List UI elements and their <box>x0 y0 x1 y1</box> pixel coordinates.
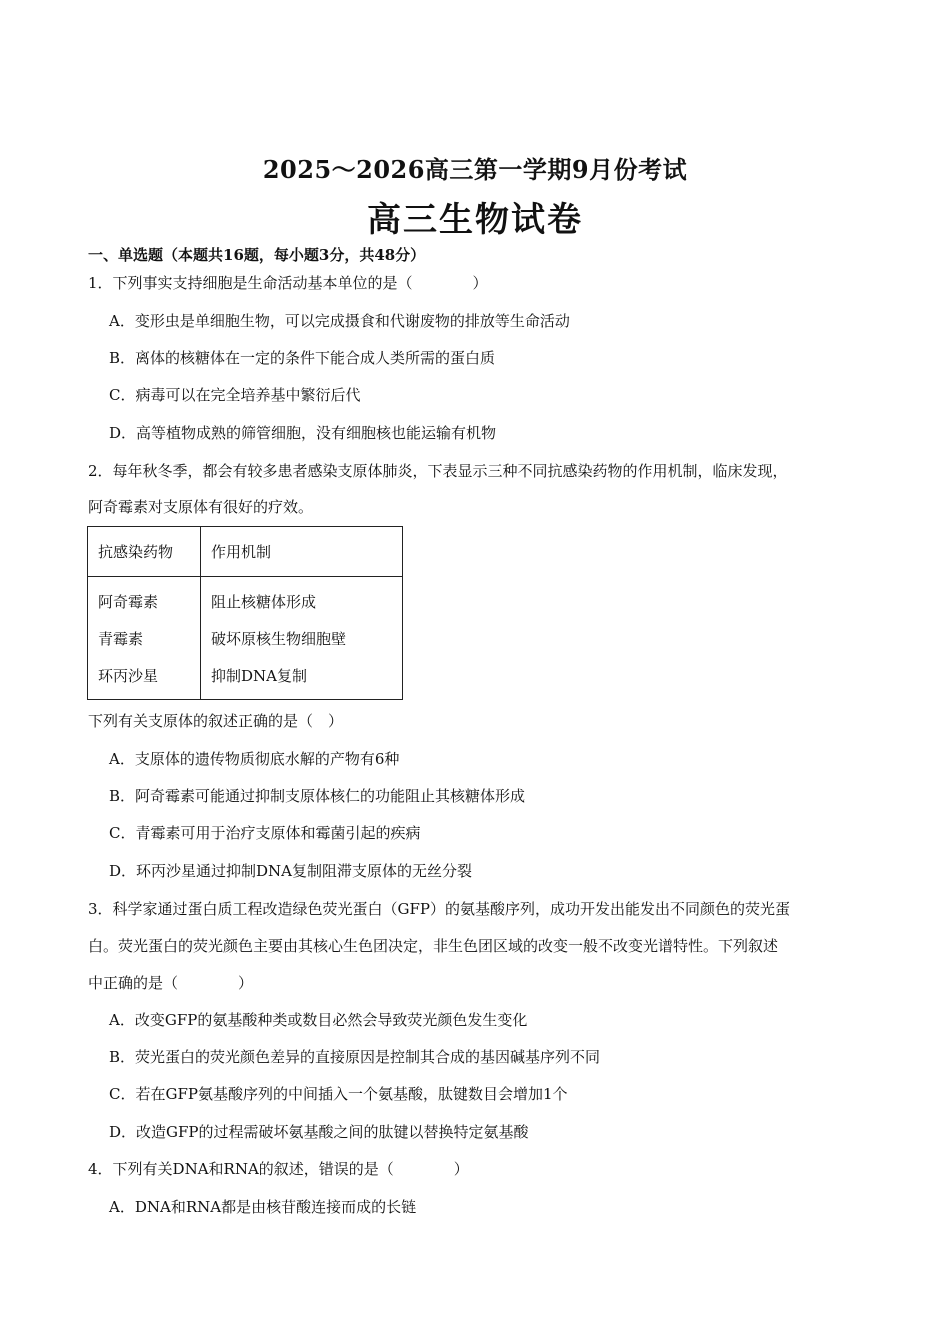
table-mechanism-column <box>201 577 403 700</box>
paper-title: 高三生物试卷 <box>367 200 583 240</box>
table-cell-drug: 环丙沙星 <box>98 667 159 685</box>
q1-option-d: D．高等植物成熟的筛管细胞，没有细胞核也能运输有机物 <box>109 424 497 442</box>
q4-stem: 4．下列有关DNA和RNA的叙述，错误的是（ ） <box>88 1160 469 1178</box>
q1-stem: 1．下列事实支持细胞是生命活动基本单位的是（ ） <box>88 274 488 292</box>
table-body-row <box>88 577 403 700</box>
table-cell-mechanism: 破坏原核生物细胞壁 <box>211 630 347 648</box>
section-heading: 一、单选题（本题共16题，每小题3分，共48分） <box>88 246 426 264</box>
q3-option-c: C．若在GFP氨基酸序列的中间插入一个氨基酸，肽键数目会增加1个 <box>109 1085 568 1103</box>
table-cell-drug: 青霉素 <box>98 630 144 648</box>
q3-stem-line1: 3．科学家通过蛋白质工程改造绿色荧光蛋白（GFP）的氨基酸序列，成功开发出能发出不同颜色的荧光蛋 <box>88 900 791 918</box>
q1-option-c: C．病毒可以在完全培养基中繁衍后代 <box>109 386 361 404</box>
table-cell-drug: 阿奇霉素 <box>98 593 159 611</box>
drug-mechanism-table <box>87 526 403 700</box>
q2-option-d: D．环丙沙星通过抑制DNA复制阻滞支原体的无丝分裂 <box>109 862 473 880</box>
q3-option-d: D．改造GFP的过程需破坏氨基酸之间的肽键以替换特定氨基酸 <box>109 1123 529 1141</box>
q3-option-a: A．改变GFP的氨基酸种类或数目必然会导致荧光颜色发生变化 <box>109 1011 528 1029</box>
exam-title: 2025～2026高三第一学期9月份考试 <box>262 155 688 184</box>
table-header-drug: 抗感染药物 <box>88 527 201 577</box>
q1-option-a: A．变形虫是单细胞生物，可以完成摄食和代谢废物的排放等生命活动 <box>109 312 570 330</box>
q2-question: 下列有关支原体的叙述正确的是（ ） <box>88 712 344 730</box>
table-cell-mechanism: 抑制DNA复制 <box>211 667 307 685</box>
table-header-mechanism: 作用机制 <box>201 527 403 577</box>
table-header-row <box>88 527 403 577</box>
q2-option-c: C．青霉素可用于治疗支原体和霉菌引起的疾病 <box>109 824 421 842</box>
q2-stem-line1: 2．每年秋冬季，都会有较多患者感染支原体肺炎，下表显示三种不同抗感染药物的作用机制，临床发现， <box>88 462 788 480</box>
q3-stem-line2: 白。荧光蛋白的荧光颜色主要由其核心生色团决定，非生色团区域的改变一般不改变光谱特性。下列叙述 <box>88 937 779 955</box>
q2-option-b: B．阿奇霉素可能通过抑制支原体核仁的功能阻止其核糖体形成 <box>109 787 526 805</box>
q3-stem-line3: 中正确的是（ ） <box>88 974 254 992</box>
q2-stem-line2: 阿奇霉素对支原体有很好的疗效。 <box>88 498 314 516</box>
q2-option-a: A．支原体的遗传物质彻底水解的产物有6种 <box>109 750 400 768</box>
q1-option-b: B．离体的核糖体在一定的条件下能合成人类所需的蛋白质 <box>109 349 496 367</box>
q3-option-b: B．荧光蛋白的荧光颜色差异的直接原因是控制其合成的基因碱基序列不同 <box>109 1048 601 1066</box>
q4-option-a: A．DNA和RNA都是由核苷酸连接而成的长链 <box>109 1198 417 1216</box>
table-cell-mechanism: 阻止核糖体形成 <box>211 593 317 611</box>
table-drug-column <box>88 577 201 700</box>
